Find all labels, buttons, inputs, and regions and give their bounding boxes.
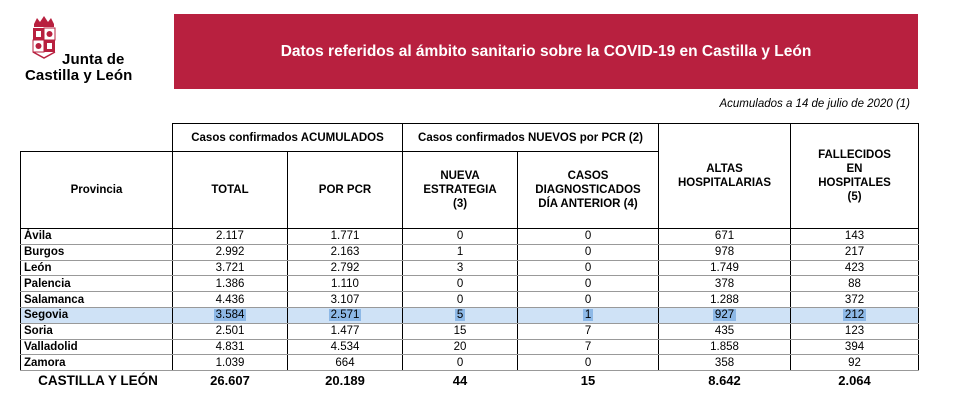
cell-value: 0 [584, 356, 592, 369]
table-row [21, 276, 919, 292]
cell-nueva [403, 292, 518, 308]
brand-line-1: Junta de [62, 51, 125, 68]
cell-fallecidos [791, 292, 919, 308]
cell-value: 1.858 [710, 340, 739, 353]
cell-value: 2.792 [330, 261, 360, 274]
header-fallecidos: FALLECIDOS EN HOSPITALES (5) [791, 124, 919, 229]
cell-value: 372 [844, 293, 865, 306]
cell-value: 1.749 [710, 261, 739, 274]
cell-value: 2.992 [215, 246, 245, 259]
coat-of-arms-icon [30, 16, 58, 60]
cell-value: 1.110 [331, 277, 359, 290]
cell-value: 3 [456, 261, 464, 274]
cell-altas [659, 276, 791, 292]
cell-value: 978 [714, 246, 735, 259]
header-por-pcr: POR PCR [288, 152, 403, 229]
cell-altas [659, 260, 791, 276]
cell-provincia: Segovia [21, 307, 173, 323]
title-banner [174, 14, 918, 89]
cell-value: 212 [844, 309, 865, 322]
cell-fallecidos [791, 244, 919, 260]
junta-logo [20, 16, 160, 86]
cell-altas [659, 323, 791, 339]
cell-altas [659, 339, 791, 355]
cell-value: 1.386 [215, 277, 245, 290]
total-nueva: 44 [452, 373, 468, 389]
header-blank [21, 124, 173, 152]
cell-nueva [403, 260, 518, 276]
table-row [21, 229, 919, 245]
total-label: CASTILLA Y LEÓN [38, 373, 158, 389]
cell-value: 0 [584, 293, 592, 306]
cell-fallecidos [791, 339, 919, 355]
cell-value: 2.163 [330, 246, 360, 259]
cell-provincia: León [21, 260, 173, 276]
cell-total [173, 229, 288, 245]
cell-total [173, 292, 288, 308]
cell-provincia: Valladolid [21, 339, 173, 355]
cell-pcr [288, 260, 403, 276]
brand-text [25, 51, 133, 84]
cell-altas [659, 292, 791, 308]
cell-value: 0 [456, 230, 464, 243]
cell-anterior [518, 323, 659, 339]
cell-value: 423 [844, 261, 865, 274]
cell-value: 7 [584, 325, 592, 338]
cell-total [173, 260, 288, 276]
cell-value: 0 [456, 293, 464, 306]
cell-fallecidos [791, 260, 919, 276]
cell-value: 2.501 [215, 325, 245, 338]
cell-value: 143 [844, 230, 865, 243]
cell-value: 0 [584, 246, 592, 259]
cell-provincia: Burgos [21, 244, 173, 260]
table-row [21, 260, 919, 276]
cell-provincia: Ávila [21, 229, 173, 245]
cell-total [173, 244, 288, 260]
cell-value: 671 [714, 230, 735, 243]
cell-nueva [403, 276, 518, 292]
covid-data-table [20, 123, 919, 390]
cell-value: 664 [335, 356, 355, 369]
cell-pcr [288, 292, 403, 308]
cell-total [173, 355, 288, 371]
table-row [21, 244, 919, 260]
cell-value: 4.831 [215, 340, 245, 353]
cell-provincia: Palencia [21, 276, 173, 292]
cell-value: 7 [584, 340, 592, 353]
header-nueva-estrategia: NUEVA ESTRATEGIA (3) [403, 152, 518, 229]
group-header-acumulados: Casos confirmados ACUMULADOS [173, 124, 403, 152]
total-total: 26.607 [210, 373, 250, 389]
date-note: Acumulados a 14 de julio de 2020 (1) [719, 98, 910, 110]
cell-total [173, 323, 288, 339]
cell-pcr [288, 339, 403, 355]
table-row [21, 323, 919, 339]
cell-total [173, 276, 288, 292]
cell-pcr [288, 355, 403, 371]
cell-provincia: Soria [21, 323, 173, 339]
group-header-nuevos: Casos confirmados NUEVOS por PCR (2) [403, 124, 659, 152]
cell-fallecidos [791, 323, 919, 339]
cell-fallecidos [791, 229, 919, 245]
total-anterior: 15 [580, 373, 596, 389]
cell-value: 92 [848, 356, 861, 369]
cell-value: 0 [456, 277, 464, 290]
header-dia-anterior: CASOS DIAGNOSTICADOS DÍA ANTERIOR (4) [518, 152, 659, 229]
cell-value: 5 [456, 309, 464, 322]
cell-value: 2.571 [330, 309, 360, 322]
total-altas: 8.642 [708, 373, 741, 389]
cell-total [173, 339, 288, 355]
cell-fallecidos [791, 355, 919, 371]
cell-nueva [403, 355, 518, 371]
cell-pcr [288, 323, 403, 339]
header-total: TOTAL [173, 152, 288, 229]
cell-fallecidos [791, 276, 919, 292]
cell-fallecidos [791, 307, 919, 323]
cell-anterior [518, 339, 659, 355]
cell-pcr [288, 307, 403, 323]
cell-value: 0 [584, 277, 592, 290]
cell-value: 4.436 [215, 293, 245, 306]
cell-anterior [518, 355, 659, 371]
header-provincia: Provincia [21, 152, 173, 229]
cell-pcr [288, 229, 403, 245]
cell-total [173, 307, 288, 323]
table-row [21, 292, 919, 308]
cell-anterior [518, 276, 659, 292]
cell-value: 3.107 [330, 293, 360, 306]
total-row [21, 371, 919, 391]
cell-value: 217 [844, 246, 865, 259]
cell-value: 378 [714, 277, 735, 290]
cell-value: 435 [714, 325, 735, 338]
cell-value: 0 [584, 261, 592, 274]
cell-value: 1.771 [330, 230, 360, 243]
cell-value: 1.477 [330, 325, 360, 338]
table-row [21, 339, 919, 355]
cell-value: 20 [453, 340, 467, 353]
cell-value: 1 [584, 309, 592, 322]
cell-nueva [403, 339, 518, 355]
brand-line-2: Castilla y León [25, 67, 133, 84]
cell-value: 3.721 [215, 261, 245, 274]
cell-value: 0 [456, 356, 464, 369]
cell-nueva [403, 229, 518, 245]
table-row [21, 355, 919, 371]
cell-value: 927 [714, 309, 735, 322]
cell-value: 358 [714, 356, 735, 369]
cell-value: 88 [848, 277, 861, 290]
cell-pcr [288, 276, 403, 292]
table-row [21, 307, 919, 323]
cell-anterior [518, 244, 659, 260]
header-altas: ALTAS HOSPITALARIAS [659, 124, 791, 229]
cell-anterior [518, 292, 659, 308]
cell-anterior [518, 307, 659, 323]
cell-nueva [403, 323, 518, 339]
total-fallecidos: 2.064 [838, 373, 871, 389]
cell-provincia: Zamora [21, 355, 173, 371]
cell-value: 394 [844, 340, 865, 353]
cell-provincia: Salamanca [21, 292, 173, 308]
cell-value: 1.288 [710, 293, 739, 306]
cell-pcr [288, 244, 403, 260]
cell-anterior [518, 229, 659, 245]
cell-altas [659, 355, 791, 371]
cell-value: 1 [456, 246, 464, 259]
cell-value: 123 [844, 325, 865, 338]
total-pcr: 20.189 [325, 373, 365, 389]
cell-value: 2.117 [216, 230, 244, 243]
cell-value: 1.039 [215, 356, 245, 369]
cell-altas [659, 244, 791, 260]
cell-value: 4.534 [330, 340, 360, 353]
cell-altas [659, 229, 791, 245]
cell-value: 3.584 [215, 309, 245, 322]
cell-anterior [518, 260, 659, 276]
cell-value: 15 [453, 325, 467, 338]
cell-value: 0 [584, 230, 592, 243]
cell-nueva [403, 307, 518, 323]
cell-nueva [403, 244, 518, 260]
cell-altas [659, 307, 791, 323]
banner-title: Datos referidos al ámbito sanitario sobre la COVID-19 en Castilla y León [280, 42, 812, 60]
